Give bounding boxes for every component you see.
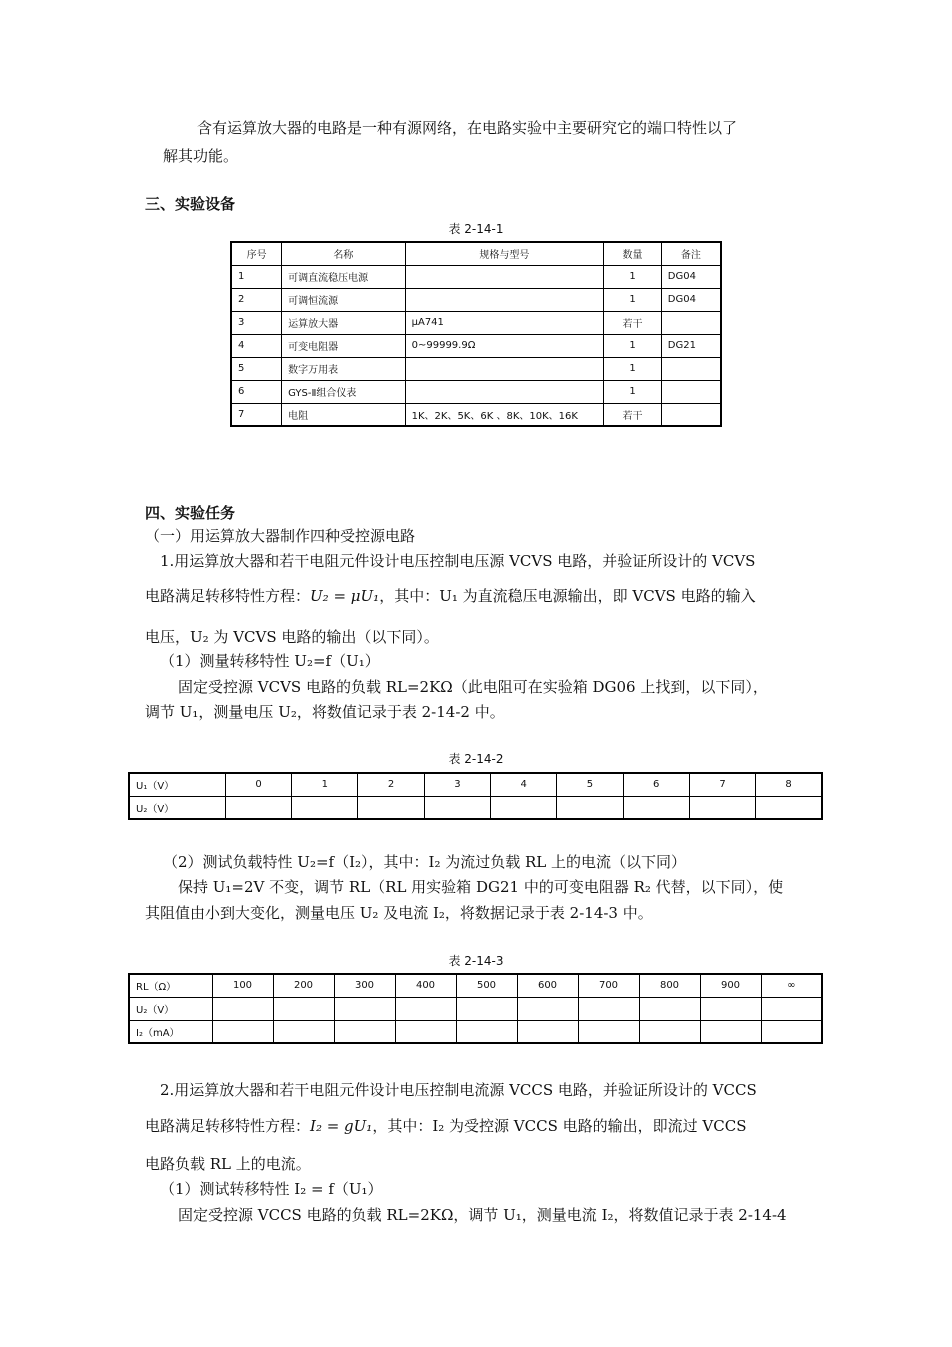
empty-cell	[756, 796, 822, 819]
table-cell: 1	[231, 265, 282, 288]
table-cell: 可调恒流源	[282, 288, 405, 311]
empty-cell	[456, 1020, 517, 1043]
table-cell: 若干	[604, 311, 662, 334]
table-cell: 1	[604, 357, 662, 380]
column-header: 备注	[661, 242, 721, 265]
vcvs-step-1-line-1: 固定受控源 VCVS 电路的负载 RL=2KΩ（此电阻可在实验箱 DG06 上找到，以下同），	[178, 678, 768, 696]
row-label: I₂（mA）	[129, 1020, 212, 1043]
vcvs-step-1-title: （1）测量转移特性 U₂=f（U₁）	[160, 652, 380, 670]
table-row	[231, 357, 721, 380]
vcvs-step-2-title: （2）测试负载特性 U₂=f（I₂），其中：I₂ 为流过负载 RL 上的电流（以下同）	[163, 853, 687, 871]
table-cell: 1K、2K、5K、6K 、8K、10K、16K	[405, 403, 604, 426]
table-cell: 4	[231, 334, 282, 357]
table-cell: 3	[231, 311, 282, 334]
table-cell	[661, 403, 721, 426]
table-cell: 若干	[604, 403, 662, 426]
empty-cell	[700, 1020, 761, 1043]
table-cell: μA741	[405, 311, 604, 334]
table-cell	[661, 357, 721, 380]
vccs-paragraph-line-1: 2.用运算放大器和若干电阻元件设计电压控制电流源 VCCS 电路，并验证所设计的 VCCS	[160, 1081, 757, 1099]
table-cell: 1	[292, 773, 358, 796]
table-cell: GYS-Ⅱ组合仪表	[282, 380, 405, 403]
vcvs-paragraph-line-3: 电压，U₂ 为 VCVS 电路的输出（以下同）。	[145, 628, 439, 646]
table-cell	[661, 311, 721, 334]
empty-cell	[689, 796, 755, 819]
table-3-caption: 表 2-14-3	[448, 954, 504, 968]
empty-cell	[212, 1020, 273, 1043]
empty-cell	[424, 796, 490, 819]
table-cell: 800	[639, 974, 700, 997]
table-row	[129, 796, 822, 819]
vcvs-equation: U₂ = μU₁	[310, 587, 380, 605]
table-row	[231, 311, 721, 334]
empty-cell	[517, 997, 578, 1020]
vccs-step-1-line-1: 固定受控源 VCCS 电路的负载 RL=2KΩ，调节 U₁，测量电流 I₂，将数值记录于表 2-14-4	[178, 1206, 787, 1224]
table-row	[129, 974, 822, 997]
empty-cell	[456, 997, 517, 1020]
table-cell: 900	[700, 974, 761, 997]
vccs-paragraph-line-2: 电路满足转移特性方程：I₂ = gU₁，其中：I₂ 为受控源 VCCS 电路的输出，即流过 VCCS	[145, 1117, 747, 1135]
empty-cell	[517, 1020, 578, 1043]
intro-line-2: 解其功能。	[163, 147, 239, 165]
table-cell: 700	[578, 974, 639, 997]
table-cell: 5	[231, 357, 282, 380]
vcvs-step-2-line-1: 保持 U₁=2V 不变，调节 RL（RL 用实验箱 DG21 中的可变电阻器 R₂ 代替，以下同），使	[178, 878, 784, 896]
table-cell	[405, 357, 604, 380]
column-header: 规格与型号	[405, 242, 604, 265]
table-row	[231, 265, 721, 288]
row-label: U₂（V）	[129, 997, 212, 1020]
empty-cell	[639, 1020, 700, 1043]
table-1-caption: 表 2-14-1	[448, 222, 504, 236]
column-header: 序号	[231, 242, 282, 265]
empty-cell	[623, 796, 689, 819]
empty-cell	[212, 997, 273, 1020]
empty-cell	[491, 796, 557, 819]
table-row	[129, 773, 822, 796]
vccs-equation: I₂ = gU₁	[310, 1117, 373, 1135]
empty-cell	[273, 1020, 334, 1043]
vccs-step-1-title: （1）测试转移特性 I₂ = f（U₁）	[160, 1180, 383, 1198]
table-cell: 300	[334, 974, 395, 997]
table-cell: 6	[231, 380, 282, 403]
equipment-table	[230, 241, 722, 427]
row-label: RL（Ω）	[129, 974, 212, 997]
table-cell: 100	[212, 974, 273, 997]
subsection-1-title: （一）用运算放大器制作四种受控源电路	[145, 527, 416, 545]
table-cell: 400	[395, 974, 456, 997]
table-cell	[405, 288, 604, 311]
empty-cell	[358, 796, 424, 819]
vcvs-paragraph-line-1: 1.用运算放大器和若干电阻元件设计电压控制电压源 VCVS 电路，并验证所设计的 VCVS	[160, 552, 756, 570]
table-cell: 2	[231, 288, 282, 311]
table-cell: 可变电阻器	[282, 334, 405, 357]
empty-cell	[700, 997, 761, 1020]
table-cell: ∞	[761, 974, 822, 997]
empty-cell	[761, 997, 822, 1020]
empty-cell	[578, 997, 639, 1020]
table-cell	[405, 265, 604, 288]
empty-cell	[761, 1020, 822, 1043]
table-cell: 500	[456, 974, 517, 997]
table-2-caption: 表 2-14-2	[448, 752, 504, 766]
empty-cell	[395, 1020, 456, 1043]
table-cell: 600	[517, 974, 578, 997]
table-cell: 1	[604, 334, 662, 357]
table-cell: 7	[689, 773, 755, 796]
table-cell: 2	[358, 773, 424, 796]
empty-cell	[557, 796, 623, 819]
transfer-table-vcvs	[128, 772, 823, 820]
empty-cell	[273, 997, 334, 1020]
table-header-row	[231, 242, 721, 265]
table-cell: 0~99999.9Ω	[405, 334, 604, 357]
table-cell: 4	[491, 773, 557, 796]
intro-line-1: 含有运算放大器的电路是一种有源网络，在电路实验中主要研究它的端口特性以了	[197, 119, 738, 137]
table-cell: 5	[557, 773, 623, 796]
empty-cell	[395, 997, 456, 1020]
table-cell: 8	[756, 773, 822, 796]
table-cell: 1	[604, 288, 662, 311]
table-cell: 7	[231, 403, 282, 426]
vccs-paragraph-line-3: 电路负载 RL 上的电流。	[145, 1155, 311, 1173]
table-cell: 6	[623, 773, 689, 796]
table-row	[231, 380, 721, 403]
table-cell: 电阻	[282, 403, 405, 426]
section-3-heading: 三、实验设备	[145, 195, 236, 213]
table-cell: 1	[604, 265, 662, 288]
empty-cell	[225, 796, 291, 819]
table-cell	[405, 380, 604, 403]
table-cell: 运算放大器	[282, 311, 405, 334]
section-4-heading: 四、实验任务	[145, 504, 236, 522]
vcvs-step-1-line-2: 调节 U₁，测量电压 U₂，将数值记录于表 2-14-2 中。	[145, 703, 505, 721]
empty-cell	[334, 997, 395, 1020]
row-label: U₂（V）	[129, 796, 225, 819]
empty-cell	[578, 1020, 639, 1043]
empty-cell	[639, 997, 700, 1020]
table-cell: 1	[604, 380, 662, 403]
table-row	[231, 288, 721, 311]
table-cell: 3	[424, 773, 490, 796]
table-row	[129, 997, 822, 1020]
table-row	[231, 403, 721, 426]
table-cell: DG21	[661, 334, 721, 357]
table-cell	[661, 380, 721, 403]
row-label: U₁（V）	[129, 773, 225, 796]
empty-cell	[292, 796, 358, 819]
table-row	[231, 334, 721, 357]
table-cell: DG04	[661, 265, 721, 288]
column-header: 名称	[282, 242, 405, 265]
load-table-vcvs	[128, 973, 823, 1044]
table-cell: 数字万用表	[282, 357, 405, 380]
vcvs-step-2-line-2: 其阻值由小到大变化，测量电压 U₂ 及电流 I₂，将数据记录于表 2-14-3 中。	[145, 904, 653, 922]
table-cell: 可调直流稳压电源	[282, 265, 405, 288]
table-cell: DG04	[661, 288, 721, 311]
table-cell: 0	[225, 773, 291, 796]
table-cell: 200	[273, 974, 334, 997]
table-row	[129, 1020, 822, 1043]
empty-cell	[334, 1020, 395, 1043]
column-header: 数量	[604, 242, 662, 265]
vcvs-paragraph-line-2: 电路满足转移特性方程：U₂ = μU₁，其中：U₁ 为直流稳压电源输出，即 VCVS 电路的输入	[145, 587, 756, 605]
